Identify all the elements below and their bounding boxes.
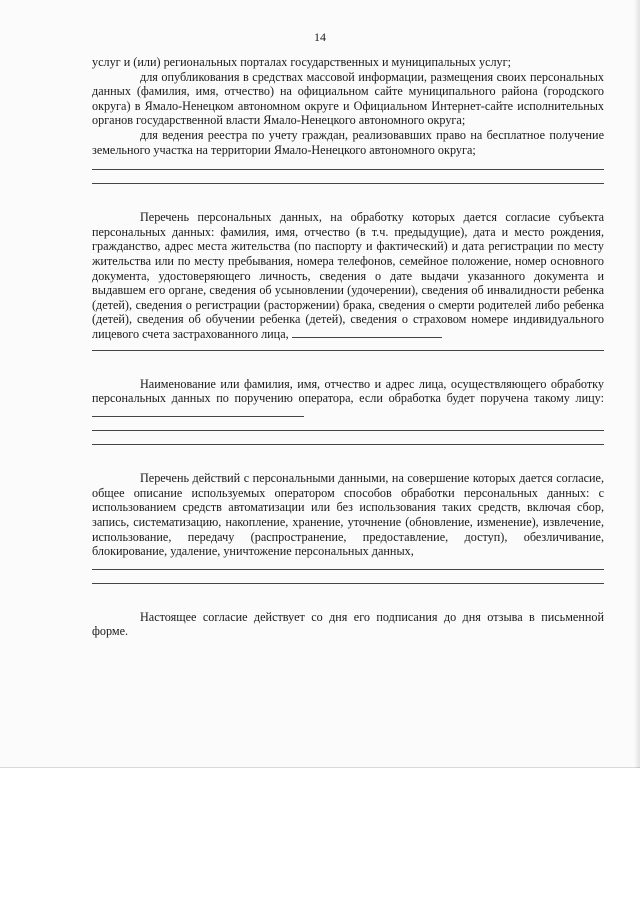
spacer: [92, 445, 604, 471]
blank-fill-line: [92, 169, 604, 170]
purpose-portal-continuation: услуг и (или) региональных порталах государственных и муниципальных услуг;: [92, 55, 512, 69]
inline-blank-field: [92, 406, 304, 417]
purpose-land-registry: для ведения реестра по учету граждан, реализовавших право на бесплатное получение земельного участка на территории Ямало-Ненецкого автономного округа;: [92, 127, 604, 157]
spacer: [92, 351, 604, 377]
document-body: [92, 55, 604, 639]
inline-blank-field: [292, 327, 442, 338]
personal-data-list-text: Перечень персональных данных, на обработку которых дается согласие субъекта персональных данных: фамилия, имя, отчество (в т.ч. предыдущие), дата и место рождения, гражданство, адрес места жительства (по паспорту и фактический) и дата регистрации по месту жительства или по месту пребывания, номера телефонов, семейное положение, номер основного документа, удостоверяющего личность, сведения о дате выдачи указанного документа и выдавшем его органе, сведения об усыновлении (удочерении), сведения об инвалидности ребенка (детей), сведения о регистрации (расторжении) брака, сведения о смерти родителей либо ребенка (детей), сведения об обучении ребенка (детей), сведения о страховом номере индивидуального лицевого счета застрахованного лица,: [92, 210, 604, 341]
blank-fill-line: [92, 430, 604, 431]
page-number: 14: [314, 30, 326, 44]
blank-margin: [0, 768, 640, 905]
personal-data-list-paragraph: [92, 210, 604, 341]
validity-paragraph: Настоящее согласие действует со дня его подписания до дня отзыва в письменной форме.: [92, 609, 604, 639]
purpose-media-publication: для опубликования в средствах массовой информации, размещения своих персональных данных (фамилия, имя, отчество) на официальном сайте муниципального района (городского округа) в Ямало-Ненецком автономном округе и Официальном Интернет-сайте исполнительных органов государственной власти Ямало-Ненецкого автономного округа;: [92, 69, 604, 128]
processor-info-paragraph: [92, 377, 604, 421]
spacer: [92, 184, 604, 210]
blank-fill-line: [92, 569, 604, 570]
processor-info-text: Наименование или фамилия, имя, отчество и адрес лица, осуществляющего обработку персональных данных по поручению оператора, если обработка будет поручена такому лицу:: [92, 376, 604, 406]
spacer: [92, 584, 604, 610]
actions-list-paragraph: Перечень действий с персональными данными, на совершение которых дается согласие, общее описание используемых оператором способов обработки персональных данных: с использованием средств автоматизации или без использования таких средств, включая сбор, запись, систематизацию, накопление, хранение, уточнение (обновление, изменение), извлечение, использование, передачу (распространение, предоставление, доступ), обезличивание, блокирование, удаление, уничтожение персональных данных,: [92, 471, 604, 559]
